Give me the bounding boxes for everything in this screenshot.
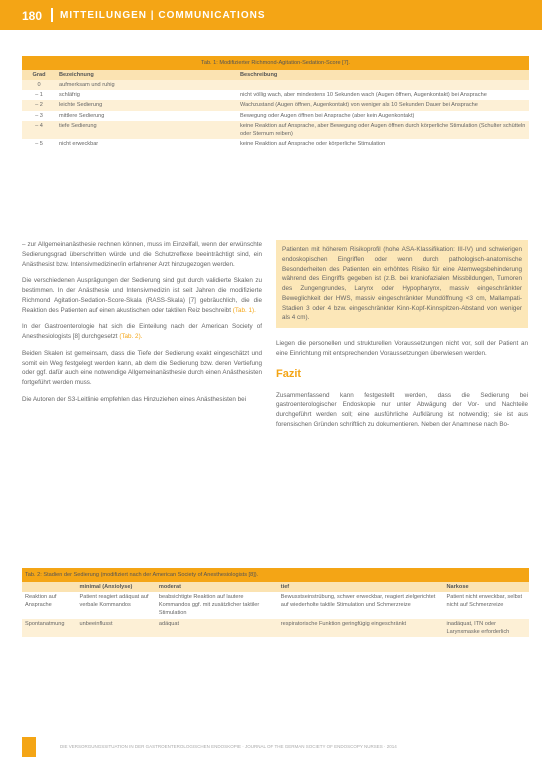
paragraph — [22, 276, 262, 315]
asa-table — [22, 568, 529, 637]
table-cell: – 5 — [22, 139, 56, 149]
table1-header-bezeichnung: Bezeichnung — [56, 70, 237, 80]
table-cell: Bewusstseinstrübung, schwer erweckbar, reagiert zielgerichtet auf wiederholte taktile Stimulation und Schmerzreize — [278, 592, 444, 618]
paragraph: Die Autoren der S3-Leitlinie empfehlen das Hinzuziehen eines Anästhesisten bei — [22, 395, 247, 403]
table-reference-link[interactable]: (Tab. 2). — [119, 333, 143, 340]
table-cell: Patient nicht erweckbar, selbst nicht auf Schmerzreize — [443, 592, 529, 618]
paragraph: Beiden Skalen ist gemeinsam, dass die Tiefe der Sedierung exakt eingeschätzt und somit ein Weg festgelegt werden kann, ab dem die Sedierung bzw. deren Vertiefung oder ggf. dafür auch eine notwendige Allgemeinanästhesie durch einen Anästhesisten fortgeführt werden muss. — [22, 349, 262, 386]
page-number: 180 — [22, 9, 43, 23]
table-cell: adäquat — [156, 619, 278, 637]
paragraph-text: In der Gastroenterologie hat sich die Einteilung nach der American Society of Anesthesiologists [8] durchgesetzt — [22, 323, 262, 340]
table2-header — [22, 582, 77, 592]
table-cell: inadäquat, ITN oder Larynxmaske erforderlich — [443, 619, 529, 637]
right-column — [276, 240, 528, 437]
table-row — [22, 121, 529, 139]
table-cell: nicht völlig wach, aber mindestens 10 Sekunden wach (Augen öffnen, Augenkontakt) bei Ansprache — [237, 90, 529, 100]
table2-header: Narkose — [443, 582, 529, 592]
table-cell: unbeeinflusst — [77, 619, 156, 637]
paragraph: Liegen die personellen und strukturellen Voraussetzungen nicht vor, soll der Patient an eine Einrichtung mit entsprechenden Voraussetzungen überwiesen werden. — [276, 340, 528, 357]
table-cell: nicht erweckbar — [56, 139, 237, 149]
table-cell: leichte Sedierung — [56, 100, 237, 110]
table-row — [22, 111, 529, 121]
left-column — [22, 240, 262, 412]
table-cell: beabsichtigte Reaktion auf lautere Kommandos ggf. mit zusätzlicher taktiler Stimulation — [156, 592, 278, 618]
table-row — [22, 90, 529, 100]
table-row — [22, 592, 529, 618]
table-cell: – 4 — [22, 121, 56, 139]
table-row — [22, 80, 529, 90]
table-row — [22, 100, 529, 110]
table1-caption: Tab. 1: Modifizierter Richmond-Agitation-Sedation-Score [7]. — [22, 56, 529, 70]
paragraph: Zusammenfassend kann festgestellt werden, dass die Sedierung bei gastroenterologischer Endoskopie nur unter Abwägung der Vor- und Nachteile durchgeführt werden soll; eine ausführliche Aufklärung ist notwendig; sie ist aus forensischen Gründen schriftlich zu dokumentieren. Neben der Anamnese nach Bo- — [276, 391, 528, 428]
table1-header-beschreibung: Beschreibung — [237, 70, 529, 80]
table1-header-grad: Grad — [22, 70, 56, 80]
table-cell: 0 — [22, 80, 56, 90]
page-footer — [0, 737, 542, 757]
table-cell: – 2 — [22, 100, 56, 110]
table-cell: – 1 — [22, 90, 56, 100]
page-header — [0, 0, 542, 30]
table-cell: Reaktion auf Ansprache — [22, 592, 77, 618]
table-cell: respiratorische Funktion geringfügig eingeschränkt — [278, 619, 444, 637]
header-divider — [51, 8, 53, 22]
table-cell: aufmerksam und ruhig — [56, 80, 237, 90]
section-title: MITTEILUNGEN | COMMUNICATIONS — [60, 10, 266, 21]
table-cell: keine Reaktion auf Ansprache, aber Bewegung oder Augen öffnen durch körperliche Stimulation (Schulter schütteln oder Sternum reiben) — [237, 121, 529, 139]
paragraph-text: Die verschiedenen Ausprägungen der Sedierung sind gut durch validierte Skalen zu bestimmen. In der Anästhesie und Intensivmedizin ist seit Jahren die modifizierte Richmond Agitation-Sedation-Score-Skala (RASS-Skala) [7] gebräuchlich, die die Reaktion des Patienten auf einen akustischen oder taktilen Reiz beschreibt — [22, 277, 262, 314]
table2-header: minimal (Anxiolyse) — [77, 582, 156, 592]
table-row — [22, 139, 529, 149]
table-cell: tiefe Sedierung — [56, 121, 237, 139]
table-row — [22, 619, 529, 637]
rass-table — [22, 56, 529, 149]
footer-marker — [22, 737, 36, 757]
table-cell: schläfrig — [56, 90, 237, 100]
footer-text: DIE VERSORGUNGSSITUATION IN DER GASTROENTEROLOGISCHEN ENDOSKOPIE · JOURNAL OF THE GERMAN SOCIETY OF ENDOSCOPY NURSES · 2014 — [60, 744, 397, 749]
table-reference-link[interactable]: (Tab. 1). — [232, 306, 256, 314]
table2-header: moderat — [156, 582, 278, 592]
table-cell: keine Reaktion auf Ansprache oder körperliche Stimulation — [237, 139, 529, 149]
fazit-heading: Fazit — [276, 367, 302, 380]
table-cell: Bewegung oder Augen öffnen bei Ansprache (aber kein Augenkontakt) — [237, 111, 529, 121]
table-cell: Wachzustand (Augen öffnen, Augenkontakt) von weniger als 10 Sekunden Dauer bei Ansprache — [237, 100, 529, 110]
paragraph — [22, 322, 262, 342]
table-cell: Spontanatmung — [22, 619, 77, 637]
table-cell — [237, 80, 529, 90]
table2-header: tief — [278, 582, 444, 592]
paragraph: – zur Allgemeinanästhesie rechnen können, muss im Einzelfall, wenn der erwünschte Sedierungsgrad überschritten würde und die Schutzreflexe beeinträchtigt sind, ein Anästhesist bzw. Intensivmediziner/in erfahrener Arzt hinzugezogen werden. — [22, 241, 262, 268]
highlight-box: Patienten mit höherem Risikoprofil (hohe ASA-Klassifikation: III-IV) und schwierigen endoskopischen Eingriffen oder wenn durch pathologisch-anatomische Besonderheiten des Patienten ein erhöhtes Risiko für eine Atemwegsbehinderung während des Eingriffs gegeben ist (z.B. bei kraniofazialen Missbildungen, Tumoren des Zungengrundes, Larynx oder Hypopharynx, massiv eingeschränkter Beweglichkeit der HWS, massiv eingeschränkter Mundöffnung <3 cm, Mallampati-Stadien 3 oder 4 bzw. eingeschränkter Kinn-Kopf-Kinnspitzen-Abstand von weniger als 4 cm). — [276, 240, 528, 328]
table-cell: Patient reagiert adäquat auf verbale Kommandos — [77, 592, 156, 618]
table-cell: mittlere Sedierung — [56, 111, 237, 121]
table-cell: – 3 — [22, 111, 56, 121]
table2-caption: Tab. 2: Stadien der Sedierung (modifiziert nach der American Society of Anesthesiologists [8]). — [22, 568, 529, 582]
